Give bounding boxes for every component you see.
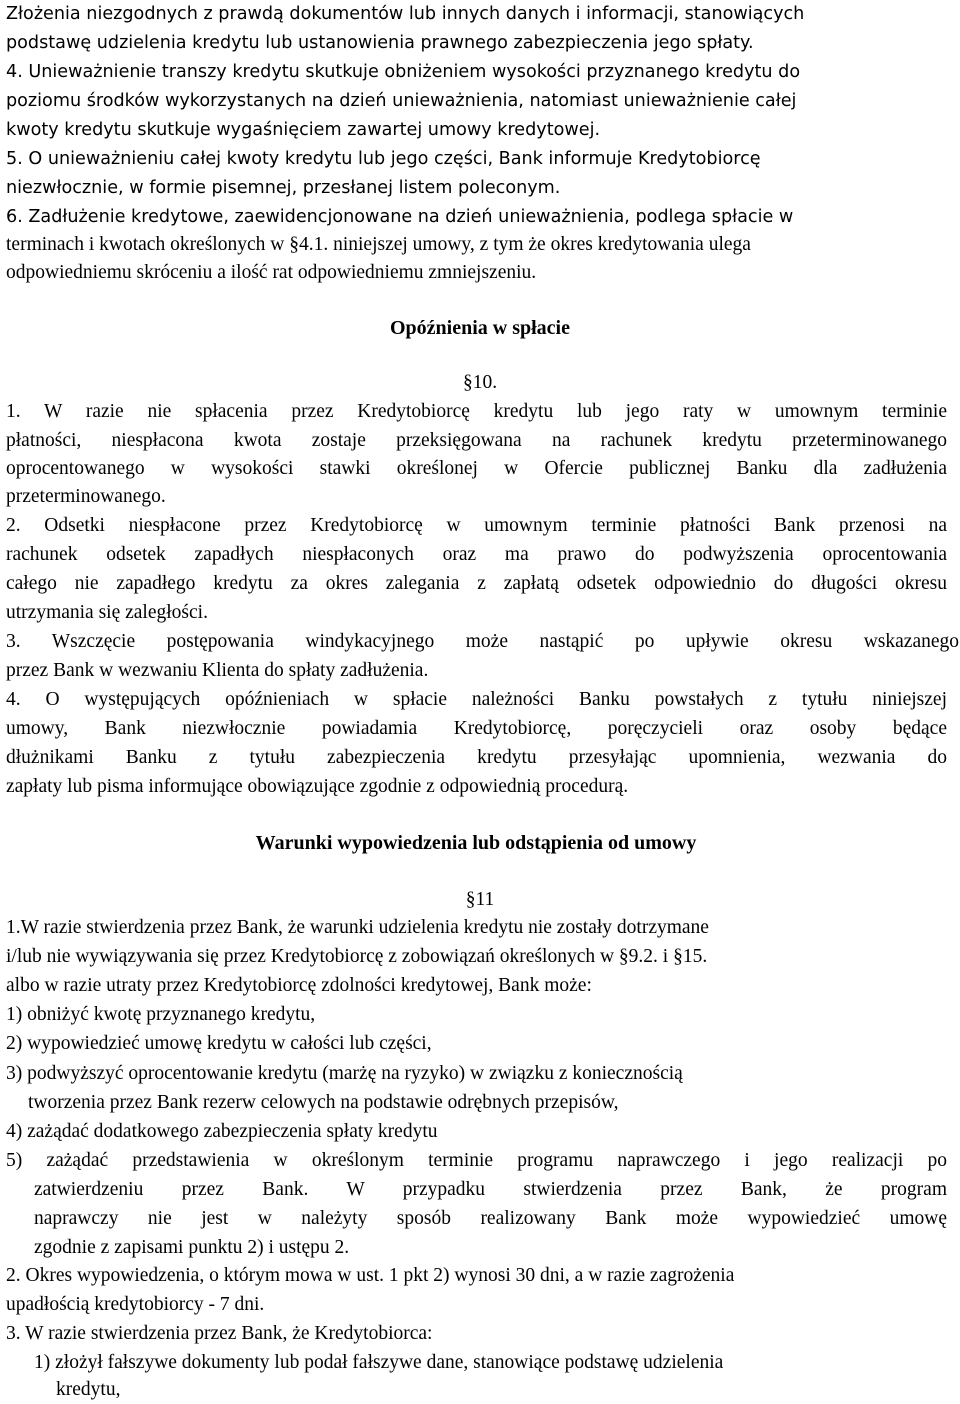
text-line: 3. Wszczęcie postępowania windykacyjnego może nastąpić po upływie okresu wskazanego — [6, 631, 959, 652]
list-item-continuation: tworzenia przez Bank rezerw celowych na podstawie odrębnych przepisów, — [28, 1092, 619, 1113]
list-item: 4) zażądać dodatkowego zabezpieczenia spłaty kredytu — [6, 1121, 438, 1142]
text-line: 1.W razie stwierdzenia przez Bank, że warunki udzielenia kredytu nie zostały dotrzymane — [6, 917, 709, 938]
text-line: przez Bank w wezwaniu Klienta do spłaty zadłużenia. — [6, 660, 429, 681]
text-line: 2. Odsetki niespłacone przez Kredytobiorcę w umownym terminie płatności Bank przenosi na — [6, 515, 947, 536]
list-item-continuation: kredytu, — [56, 1379, 121, 1400]
text-line: odpowiedniemu skróceniu a ilość rat odpowiedniemu zmniejszeniu. — [6, 262, 537, 283]
text-line: Złożenia niezgodnych z prawdą dokumentów lub innych danych i informacji, stanowiących — [6, 4, 805, 24]
text-line: terminach i kwotach określonych w §4.1. niniejszej umowy, z tym że okres kredytowania ulega — [6, 234, 751, 255]
text-line: rachunek odsetek zapadłych niespłaconych oraz ma prawo do podwyższenia oprocentowania — [6, 544, 947, 565]
list-item: 5) zażądać przedstawienia w określonym terminie programu naprawczego i jego realizacji po — [6, 1150, 947, 1171]
text-line: oprocentowanego w wysokości stawki określonej w Ofercie publicznej Banku dla zadłużenia — [6, 458, 947, 479]
text-line: zapłaty lub pisma informujące obowiązujące zgodnie z odpowiednią procedurą. — [6, 776, 629, 797]
text-line: całego nie zapadłego kredytu za okres zalegania z zapłatą odsetek odpowiednio do długości okresu — [6, 573, 947, 594]
text-line: umowy, Bank niezwłocznie powiadamia Kredytobiorcę, poręczycieli oraz osoby będące — [6, 718, 947, 739]
section-heading: Opóźnienia w spłacie — [389, 317, 570, 339]
list-item-continuation: zatwierdzeniu przez Bank. W przypadku stwierdzenia przez Bank, że program — [34, 1179, 947, 1200]
text-line: 4. Unieważnienie transzy kredytu skutkuje obniżeniem wysokości przyznanego kredytu do — [6, 62, 801, 82]
text-line: kwoty kredytu skutkuje wygaśnięciem zawartej umowy kredytowej. — [6, 120, 601, 140]
text-line: poziomu środków wykorzystanych na dzień unieważnienia, natomiast unieważnienie całej — [6, 91, 797, 111]
text-line: dłużnikami Banku z tytułu zabezpieczenia kredytu przesyłając upomnienia, wezwania do — [6, 747, 947, 768]
list-item: 1) obniżyć kwotę przyznanego kredytu, — [6, 1004, 316, 1025]
list-item: 3) podwyższyć oprocentowanie kredytu (marżę na ryzyko) w związku z koniecznością — [6, 1063, 683, 1084]
text-line: 6. Zadłużenie kredytowe, zaewidencjonowane na dzień unieważnienia, podlega spłacie w — [6, 207, 794, 227]
text-line: podstawę udzielenia kredytu lub ustanowienia prawnego zabezpieczenia jego spłaty. — [6, 33, 754, 53]
paragraph-marker: §10. — [462, 372, 498, 393]
text-line: utrzymania się zaległości. — [6, 602, 208, 623]
section-heading: Warunki wypowiedzenia lub odstąpienia od umowy — [255, 832, 697, 854]
list-item-continuation: zgodnie z zapisami punktu 2) i ustępu 2. — [34, 1237, 350, 1258]
list-item: 1) złożył fałszywe dokumenty lub podał fałszywe dane, stanowiące podstawę udzielenia — [34, 1352, 724, 1373]
text-line: 2. Okres wypowiedzenia, o którym mowa w ust. 1 pkt 2) wynosi 30 dni, a w razie zagrożenia — [6, 1265, 735, 1286]
list-item-continuation: naprawczy nie jest w należyty sposób realizowany Bank może wypowiedzieć umowę — [34, 1208, 947, 1229]
paragraph-marker: §11 — [465, 889, 495, 910]
text-line: 3. W razie stwierdzenia przez Bank, że Kredytobiorca: — [6, 1323, 433, 1344]
text-line: niezwłocznie, w formie pisemnej, przesłanej listem poleconym. — [6, 178, 561, 198]
text-line: upadłością kredytobiorcy - 7 dni. — [6, 1294, 265, 1315]
text-line: 5. O unieważnieniu całej kwoty kredytu lub jego części, Bank informuje Kredytobiorcę — [6, 149, 761, 169]
list-item: 2) wypowiedzieć umowę kredytu w całości lub części, — [6, 1033, 432, 1054]
text-line: przeterminowanego. — [6, 486, 166, 507]
text-line: 4. O występujących opóźnieniach w spłacie należności Banku powstałych z tytułu niniejszej — [6, 689, 947, 710]
text-line: 1. W razie nie spłacenia przez Kredytobiorcę kredytu lub jego raty w umownym terminie — [6, 401, 947, 422]
text-line: płatności, niespłacona kwota zostaje przeksięgowana na rachunek kredytu przeterminowanego — [6, 430, 947, 451]
text-line: albo w razie utraty przez Kredytobiorcę zdolności kredytowej, Bank może: — [6, 975, 592, 996]
text-line: i/lub nie wywiązywania się przez Kredytobiorcę z zobowiązań określonych w §9.2. i §15. — [6, 946, 708, 967]
